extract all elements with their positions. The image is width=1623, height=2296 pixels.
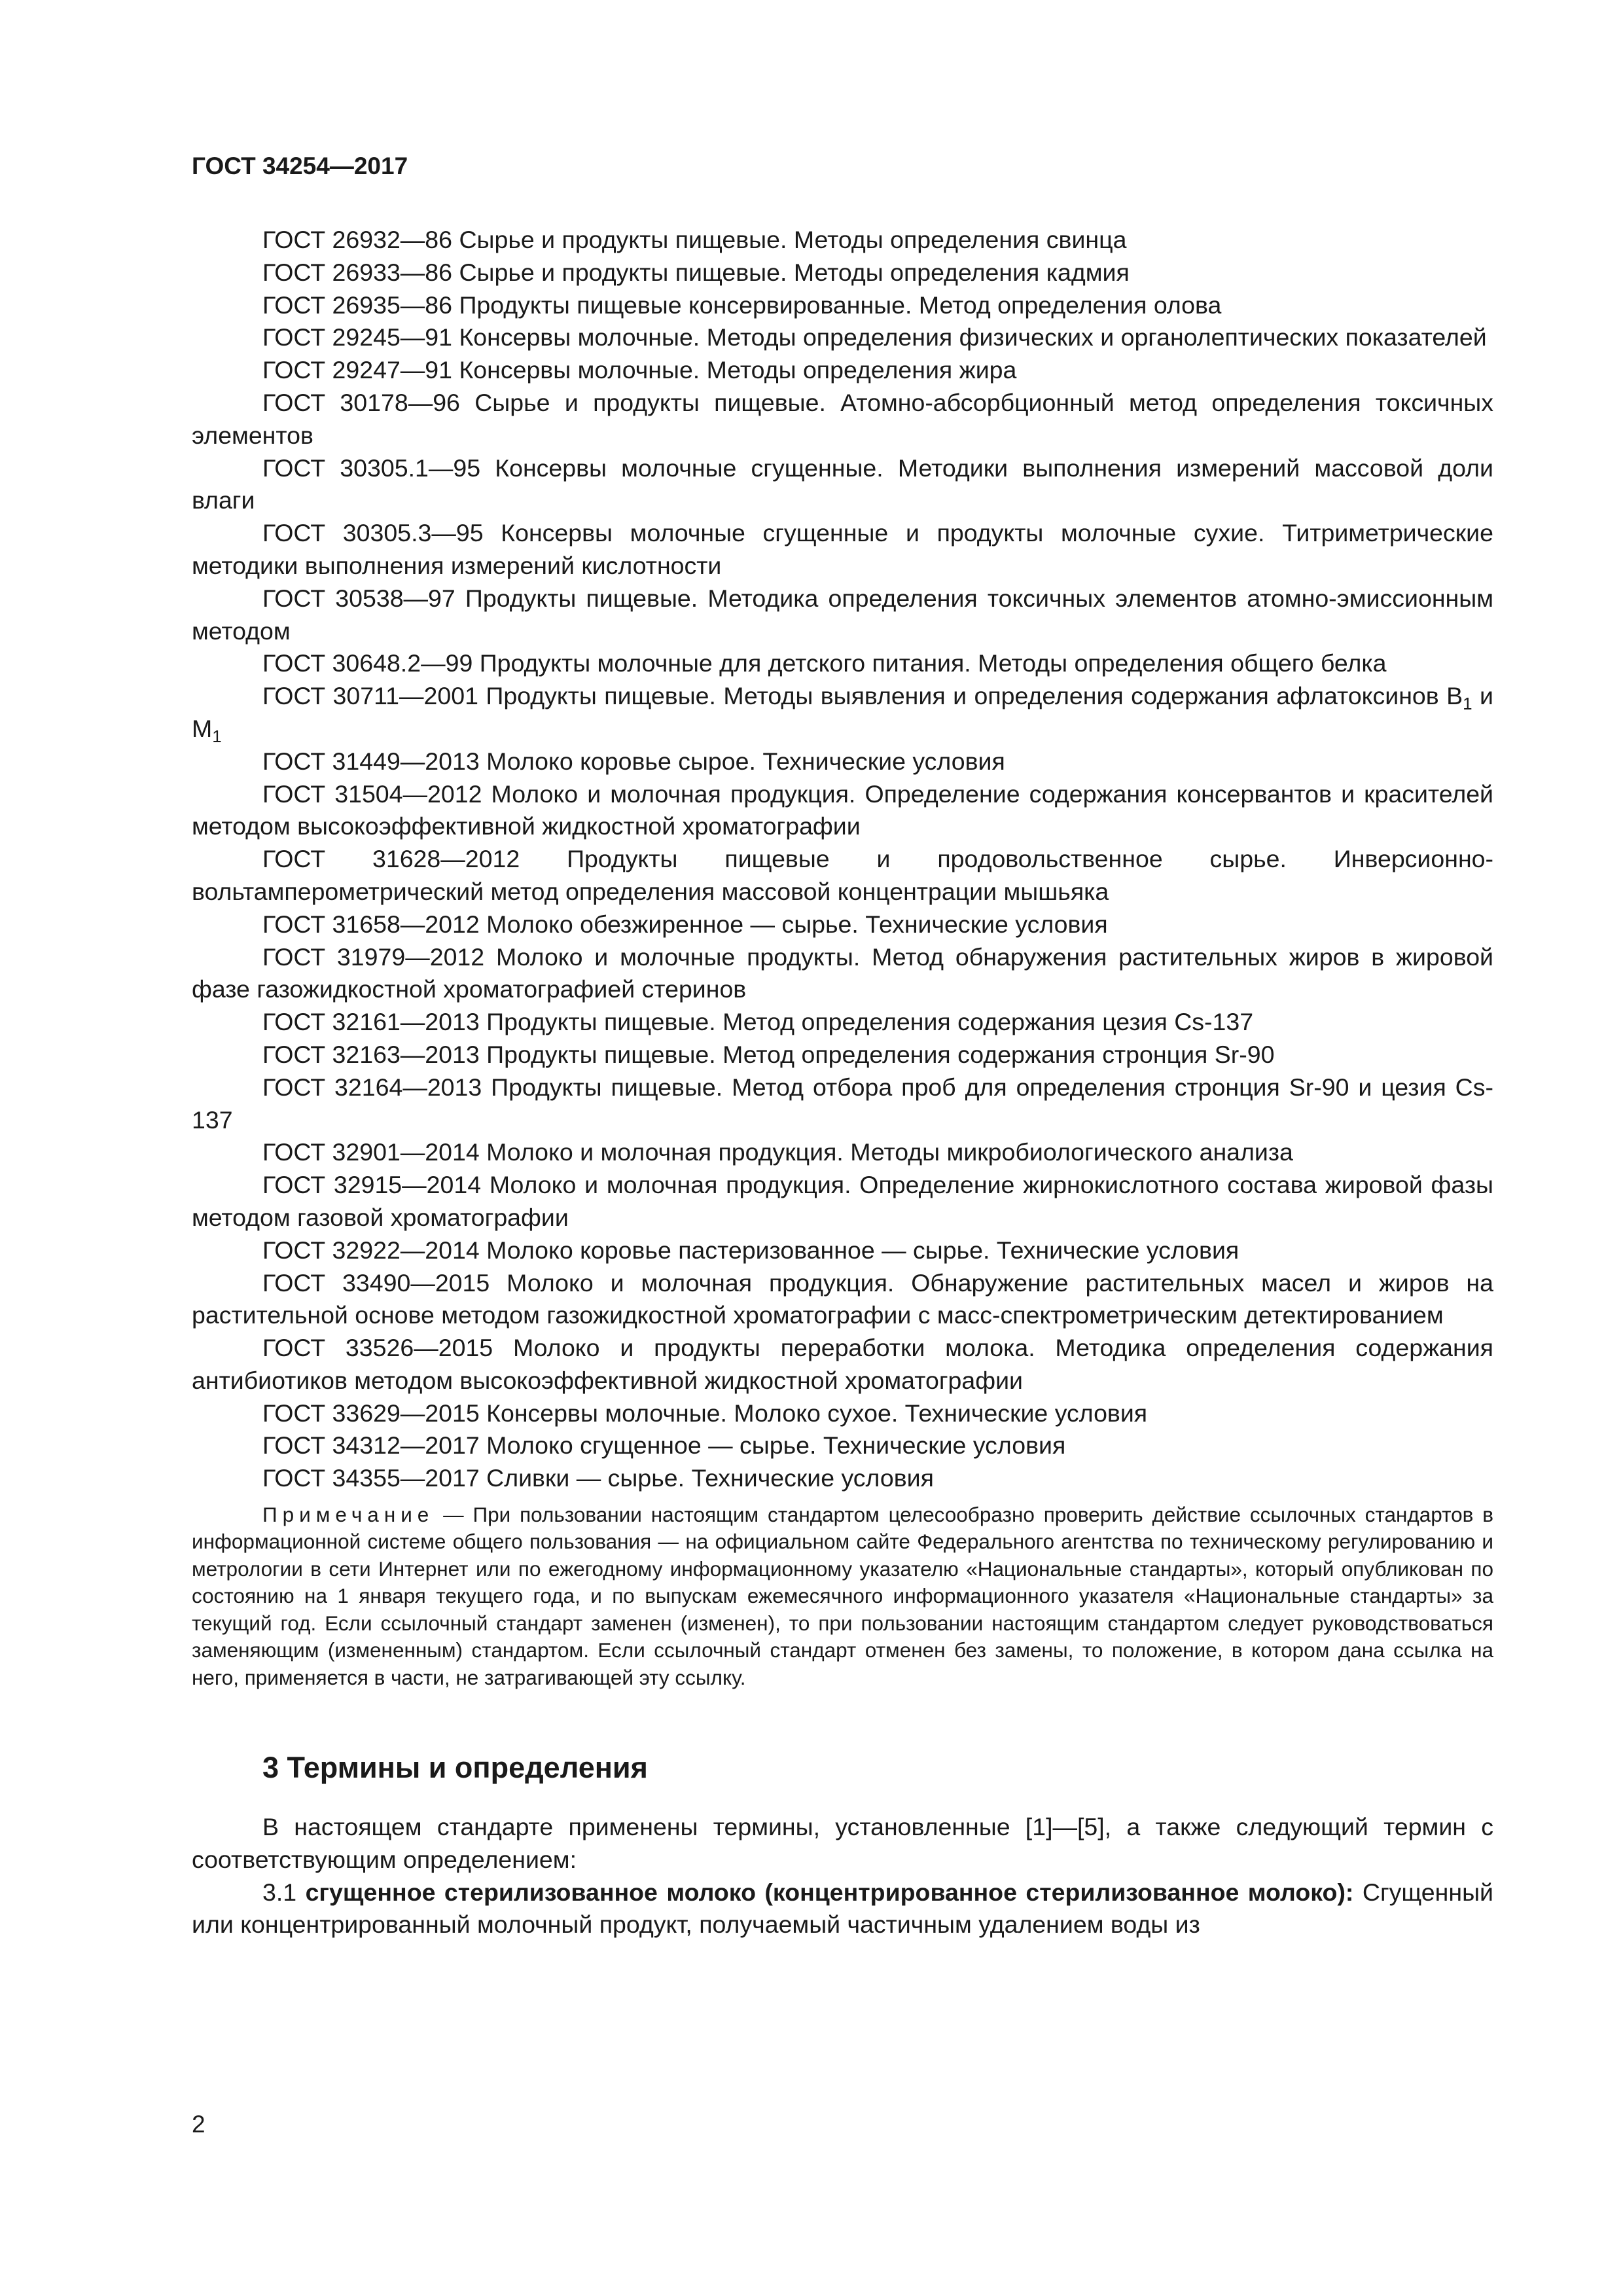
reference-item: ГОСТ 33490—2015 Молоко и молочная продукция. Обнаружение растительных масел и жиров на растительной основе методом газожидкостной хроматографии с масс-спектрометрическим детектированием bbox=[192, 1268, 1493, 1329]
reference-text: ГОСТ 30711—2001 Продукты пищевые. Методы выявления и определения содержания афлатоксинов B bbox=[262, 682, 1463, 710]
term-definition-text: Сгущенный или концентрированный молочный продукт, получаемый частичным удалением воды из bbox=[192, 1878, 1493, 1939]
reference-item: ГОСТ 32163—2013 Продукты пищевые. Метод определения содержания стронция Sr-90 bbox=[262, 1040, 1275, 1068]
document-code-header: ГОСТ 34254—2017 bbox=[192, 152, 408, 179]
section-title: 3 Термины и определения bbox=[262, 1750, 648, 1784]
reference-item: ГОСТ 31979—2012 Молоко и молочные продукты. Метод обнаружения растительных жиров в жировой фазе газожидкостной хроматографией стеринов bbox=[192, 942, 1493, 1003]
reference-item: ГОСТ 30648.2—99 Продукты молочные для детского питания. Методы определения общего белка bbox=[262, 649, 1387, 677]
reference-item: ГОСТ 33526—2015 Молоко и продукты переработки молока. Методика определения содержания антибиотиков методом высокоэффективной жидкостной хроматографии bbox=[192, 1334, 1493, 1394]
reference-item: ГОСТ 30538—97 Продукты пищевые. Методика определения токсичных элементов атомно-эмиссионным методом bbox=[192, 584, 1493, 645]
reference-item: ГОСТ 31658—2012 Молоко обезжиренное — сырье. Технические условия bbox=[262, 910, 1108, 938]
reference-item: ГОСТ 31628—2012 Продукты пищевые и продовольственное сырье. Инверсионно-вольтамперометрический метод определения массовой концентрации мышьяка bbox=[192, 845, 1493, 905]
reference-item: ГОСТ 32164—2013 Продукты пищевые. Метод отбора проб для определения стронция Sr-90 и цезия Cs-137 bbox=[192, 1073, 1493, 1134]
reference-item: ГОСТ 30305.3—95 Консервы молочные сгущенные и продукты молочные сухие. Титриметрические методики выполнения измерений кислотности bbox=[192, 519, 1493, 579]
reference-item: ГОСТ 31449—2013 Молоко коровье сырое. Технические условия bbox=[262, 747, 1005, 775]
reference-item: ГОСТ 32922—2014 Молоко коровье пастеризованное — сырье. Технические условия bbox=[262, 1236, 1240, 1264]
normative-references-list bbox=[192, 224, 1493, 1495]
reference-item: ГОСТ 26932—86 Сырье и продукты пищевые. Методы определения свинца bbox=[262, 226, 1127, 253]
section-intro: В настоящем стандарте применены термины, установленные [1]—[5], а также следующий термин с соответствующим определением: bbox=[192, 1812, 1493, 1873]
reference-item: ГОСТ 26935—86 Продукты пищевые консервированные. Метод определения олова bbox=[262, 291, 1222, 319]
note-text: — При пользовании настоящим стандартом целесообразно проверить действие ссылочных стандартов в информационной системе общего пользования — на официальном сайте Федерального агентства по техническому регулированию и метрологии в сети Интернет или по ежегодному информационному указателю «Национальные стандарты», который опубликован по состоянию на 1 января текущего года, и по выпускам ежемесячного информационного указателя «Национальные стандарты» за текущий год. Если ссылочный стандарт заменен (изменен), то при пользовании настоящим стандартом следует руководствоваться заменяющим (измененным) стандартом. Если ссылочный стандарт отменен без замены, то положение, в котором дана ссылка на него, применяется в части, не затрагивающей эту ссылку. bbox=[192, 1503, 1493, 1689]
reference-item: ГОСТ 30178—96 Сырье и продукты пищевые. Атомно-абсорбционный метод определения токсичных элементов bbox=[192, 388, 1493, 449]
reference-item: ГОСТ 26933—86 Сырье и продукты пищевые. Методы определения кадмия bbox=[262, 258, 1130, 286]
note-paragraph bbox=[192, 1501, 1493, 1691]
reference-item: ГОСТ 34355—2017 Сливки — сырье. Технические условия bbox=[262, 1464, 934, 1492]
note-label: Примечание bbox=[262, 1503, 435, 1527]
subscript: 1 bbox=[1463, 694, 1472, 714]
subscript: 1 bbox=[212, 726, 222, 746]
reference-item: ГОСТ 33629—2015 Консервы молочные. Молоко сухое. Технические условия bbox=[262, 1399, 1148, 1427]
term-number: 3.1 bbox=[262, 1878, 306, 1906]
reference-item: ГОСТ 34312—2017 Молоко сгущенное — сырье. Технические условия bbox=[262, 1431, 1066, 1460]
term-definition bbox=[192, 1876, 1493, 1942]
reference-item: ГОСТ 29247—91 Консервы молочные. Методы определения жира bbox=[262, 356, 1017, 384]
reference-text: и M bbox=[192, 682, 1493, 742]
reference-item: ГОСТ 29245—91 Консервы молочные. Методы определения физических и органолептических показателей bbox=[262, 323, 1487, 351]
reference-item: ГОСТ 32901—2014 Молоко и молочная продукция. Методы микробиологического анализа bbox=[262, 1138, 1293, 1166]
page-number: 2 bbox=[192, 2111, 205, 2138]
page-content bbox=[192, 224, 1493, 1941]
reference-item: ГОСТ 32161—2013 Продукты пищевые. Метод определения содержания цезия Cs-137 bbox=[262, 1008, 1254, 1036]
reference-item: ГОСТ 31504—2012 Молоко и молочная продукция. Определение содержания консервантов и красителей методом высокоэффективной жидкостной хроматографии bbox=[192, 780, 1493, 840]
term-name: сгущенное стерилизованное молоко (концентрированное стерилизованное молоко): bbox=[305, 1878, 1354, 1906]
reference-item: ГОСТ 32915—2014 Молоко и молочная продукция. Определение жирнокислотного состава жировой фазы методом газовой хроматографии bbox=[192, 1171, 1493, 1231]
reference-item-aflatoxins bbox=[192, 680, 1493, 745]
reference-item: ГОСТ 30305.1—95 Консервы молочные сгущенные. Методики выполнения измерений массовой доли влаги bbox=[192, 454, 1493, 514]
